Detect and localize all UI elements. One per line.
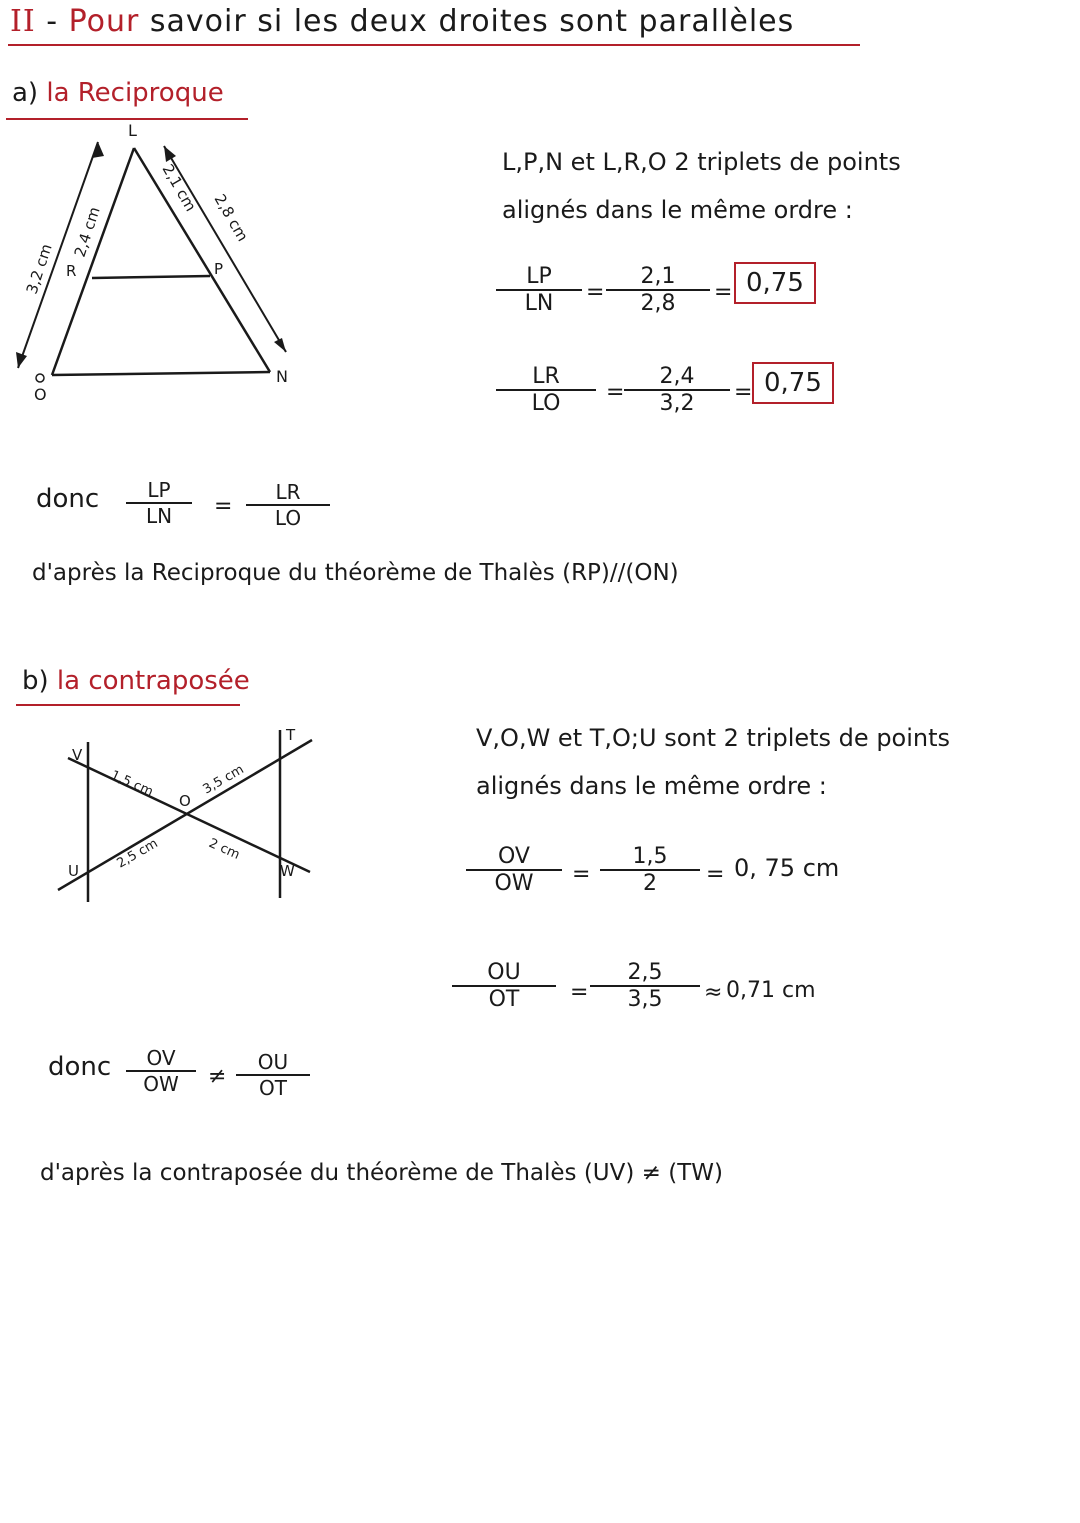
length-label-ln: 2,8 cm <box>210 191 252 245</box>
section-b-underline <box>16 704 240 706</box>
ratio-ou-ot <box>452 960 556 1012</box>
arrow-head-lo-bottom <box>16 352 27 368</box>
label-point-l: L <box>128 121 137 140</box>
section-b-label: la contraposée <box>48 666 250 696</box>
page-heading <box>10 4 794 39</box>
ratio-lp-ln-numerator: LP <box>526 264 552 289</box>
conclusion-b-numerator-right: OU <box>257 1050 289 1074</box>
conclusion-a-denominator-left: LN <box>145 503 173 528</box>
value-denominator: 3,2 <box>659 390 695 416</box>
equals-sign: = <box>706 862 725 887</box>
ratio-lp-ln-denominator: LN <box>524 290 554 316</box>
triangle-side-ln <box>134 148 270 372</box>
label-point-v: V <box>72 746 83 764</box>
equals-sign: = <box>734 380 753 405</box>
conclusion-b-fraction-left <box>126 1046 196 1096</box>
section-b-intro-line2: alignés dans le même ordre : <box>476 772 827 800</box>
value-numerator: 2,4 <box>659 364 695 389</box>
section-a-intro-line2: alignés dans le même ordre : <box>502 196 853 224</box>
conclusion-b-denominator-right: OT <box>259 1075 287 1100</box>
conclusion-b-numerator-left: OV <box>146 1046 176 1070</box>
conclusion-a-numerator-right: LR <box>275 480 301 504</box>
line-vw <box>68 758 310 872</box>
equals-sign: = <box>606 380 625 405</box>
value-numerator: 2,5 <box>627 960 663 985</box>
label-point-u: U <box>68 862 79 880</box>
ratio-value-2-5-over-3-5 <box>590 960 700 1012</box>
equals-sign: = <box>572 862 591 887</box>
conclusion-b-word: donc <box>48 1052 112 1082</box>
arrow-head-ln-bottom <box>274 338 286 352</box>
ratio-lr-lo-denominator: LO <box>531 390 561 416</box>
triangle-base-on <box>52 372 270 375</box>
section-a-letter: a) <box>12 78 39 108</box>
label-point-o: O <box>34 385 47 400</box>
equals-sign: = <box>586 280 605 305</box>
length-label-ou: 2,5 cm <box>114 836 161 872</box>
line-ut <box>58 740 312 890</box>
result-0-71-cm: 0,71 cm <box>726 978 816 1003</box>
length-label-lp: 2,1 cm <box>158 161 200 215</box>
section-a-title <box>12 78 224 108</box>
result-0-75-cm: 0, 75 cm <box>734 854 840 882</box>
section-b-title <box>22 666 250 696</box>
ratio-value-1-5-over-2 <box>600 844 700 896</box>
ratio-lp-ln <box>496 264 582 316</box>
section-a-intro-line1: L,P,N et L,R,O 2 triplets de points <box>502 148 901 176</box>
value-denominator: 2 <box>643 870 657 896</box>
heading-underline <box>8 44 860 46</box>
section-b-intro-line1: V,O,W et T,O;U sont 2 triplets de points <box>476 724 951 752</box>
ratio-ov-ow-denominator: OW <box>494 870 534 896</box>
ratio-ov-ow-numerator: OV <box>498 844 530 869</box>
heading-dash: - <box>35 4 69 39</box>
heading-word-pour: Pour <box>68 4 140 39</box>
length-label-ov: 1,5 cm <box>108 767 156 800</box>
heading-roman-numeral: II <box>10 4 36 39</box>
value-numerator: 2,1 <box>640 264 676 289</box>
ratio-lr-lo-numerator: LR <box>532 364 560 389</box>
conclusion-a-fraction-left <box>126 478 192 528</box>
conclusion-b-sign: ≠ <box>208 1064 227 1089</box>
value-numerator: 1,5 <box>632 844 668 869</box>
label-point-t: T <box>286 726 296 744</box>
result-box-0-75: 0,75 <box>752 362 834 404</box>
section-a-statement: d'après la Reciproque du théorème de Thalès (RP)//(ON) <box>32 560 679 586</box>
triangle-parallel-rp <box>92 276 210 278</box>
ratio-ou-ot-numerator: OU <box>487 960 521 985</box>
conclusion-a-fraction-right <box>246 480 330 530</box>
result-box-0-75: 0,75 <box>734 262 816 304</box>
crossing-lines-figure <box>40 720 330 920</box>
triangle-side-lo <box>52 148 134 375</box>
length-label-ot: 3,5 cm <box>200 762 247 798</box>
length-label-lo: 3,2 cm <box>22 241 56 297</box>
value-denominator: 2,8 <box>640 290 676 316</box>
ratio-value-2-1-over-2-8 <box>606 264 710 316</box>
section-a-label: la Reciproque <box>38 78 224 108</box>
label-point-w: W <box>280 862 295 880</box>
point-o-marker <box>36 374 44 382</box>
label-point-o: O <box>179 792 191 810</box>
value-denominator: 3,5 <box>627 986 663 1012</box>
conclusion-b-fraction-right <box>236 1050 310 1100</box>
section-b-statement: d'après la contraposée du théorème de Thalès (UV) ≠ (TW) <box>40 1160 723 1186</box>
approx-sign: ≈ <box>704 980 723 1005</box>
conclusion-a-sign: = <box>214 494 233 519</box>
conclusion-b-denominator-left: OW <box>143 1071 179 1096</box>
section-b-letter: b) <box>22 666 49 696</box>
conclusion-a-word: donc <box>36 484 100 514</box>
conclusion-a-numerator-left: LP <box>147 478 171 502</box>
ratio-value-2-4-over-3-2 <box>624 364 730 416</box>
ratio-ou-ot-denominator: OT <box>488 986 520 1012</box>
label-point-r: R <box>66 262 77 280</box>
arrow-head-lo-top <box>92 142 104 158</box>
length-label-lr: 2,4 cm <box>70 204 104 260</box>
conclusion-a-denominator-right: LO <box>274 505 302 530</box>
triangle-figure <box>14 120 304 400</box>
equals-sign: = <box>714 280 733 305</box>
equals-sign: = <box>570 980 589 1005</box>
ratio-lr-lo <box>496 364 596 416</box>
length-label-ow: 2 cm <box>206 835 242 863</box>
ratio-ov-ow <box>466 844 562 896</box>
heading-rest: savoir si les deux droites sont parallèles <box>139 4 795 39</box>
arrow-head-ln-top <box>164 146 176 162</box>
label-point-p: P <box>214 260 224 278</box>
label-point-n: N <box>276 367 288 386</box>
